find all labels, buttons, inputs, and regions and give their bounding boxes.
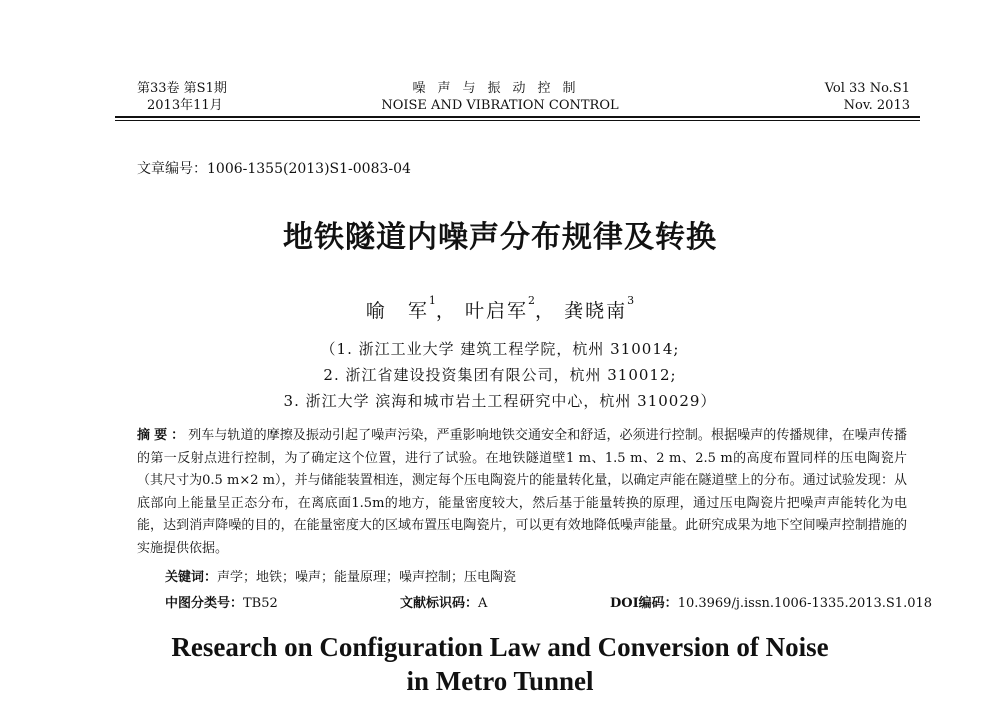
keywords-text: 声学；地铁；噪声；能量原理；噪声控制；压电陶瓷 xyxy=(217,570,517,585)
keywords xyxy=(165,566,516,585)
affiliation-1: （1. 浙江工业大学 建筑工程学院，杭州 310014; xyxy=(320,340,680,358)
journal-name-cn: 噪声与振动控制 xyxy=(412,81,588,96)
classification-value: TB52 xyxy=(243,596,278,611)
doi-label: DOI编码： xyxy=(610,596,678,611)
classification-label: 中图分类号： xyxy=(165,596,244,611)
abstract-text: 列车与轨道的摩擦及振动引起了噪声污染，严重影响地铁交通安全和舒适，必须进行控制。根据噪声的传播规律，在噪声传播的第一反射点进行控制，为了确定这个位置，进行了试验。在地铁隧道壁1 m、1.5 m、2 m、2.5 m的高度布置同样的压电陶瓷片（其尺寸为0.5 m×2 m），并与储能装置相连，测定每个压电陶瓷片的能量转化量，以确定声能在隧道壁上的分布。通过试验发现：从底部向上能量呈正态分布，在离底面1.5m的地方，能量密度较大，然后基于能量转换的原理，通过压电陶瓷片把噪声声能转化为电能，达到消声降噪的目的，在能量密度大的区域布置压电陶瓷片，可以更有效地降低噪声能量。此研究成果为地下空间噪声控制措施的实施提供依据。 xyxy=(137,428,907,556)
header-date-en: Nov. 2013 xyxy=(843,98,910,113)
title-en-line1: Research on Configuration Law and Conversion of Noise xyxy=(171,632,829,662)
abstract-label: 摘要： xyxy=(137,428,189,443)
keywords-label: 关键词： xyxy=(165,570,218,585)
author-list xyxy=(0,296,1000,323)
author-affil-mark: 3 xyxy=(627,294,635,307)
doi xyxy=(610,592,932,611)
title-en-line2: in Metro Tunnel xyxy=(406,666,594,696)
header-rule-thin xyxy=(115,120,920,121)
author-affil-mark: 2 xyxy=(528,294,535,307)
classification-number xyxy=(165,592,278,611)
affiliation-2: 2. 浙江省建设投资集团有限公司，杭州 310012; xyxy=(323,366,677,384)
affiliation-3: 3. 浙江大学 滨海和城市岩土工程研究中心，杭州 310029） xyxy=(283,392,717,410)
header-volume: 第33卷 第S1期 xyxy=(137,81,227,96)
document-code-label: 文献标识码： xyxy=(400,596,479,611)
article-number: 文章编号：1006-1355(2013)S1-0083-04 xyxy=(137,161,411,177)
document-code xyxy=(400,592,487,611)
author-name: 叶启军 xyxy=(464,300,528,322)
document-code-value: A xyxy=(478,596,488,611)
doi-value: 10.3969/j.issn.1006-1335.2013.S1.018 xyxy=(677,596,933,611)
abstract xyxy=(137,425,907,560)
author-affil-mark: 1 xyxy=(428,294,436,307)
header-volume-info-en xyxy=(825,80,910,114)
author-separator: ， xyxy=(535,300,557,322)
header-date-cn: 2013年11月 xyxy=(147,98,223,113)
author-name: 喻 军 xyxy=(365,300,429,322)
author-name: 龚晓南 xyxy=(564,300,628,322)
title-cn: 地铁隧道内噪声分布规律及转换 xyxy=(283,220,717,255)
header-volume-en: Vol 33 No.S1 xyxy=(824,81,910,96)
header-rule-thick xyxy=(115,116,920,118)
journal-name-en: NOISE AND VIBRATION CONTROL xyxy=(381,98,619,113)
author-separator: ， xyxy=(435,300,457,322)
title-en xyxy=(0,630,1000,698)
